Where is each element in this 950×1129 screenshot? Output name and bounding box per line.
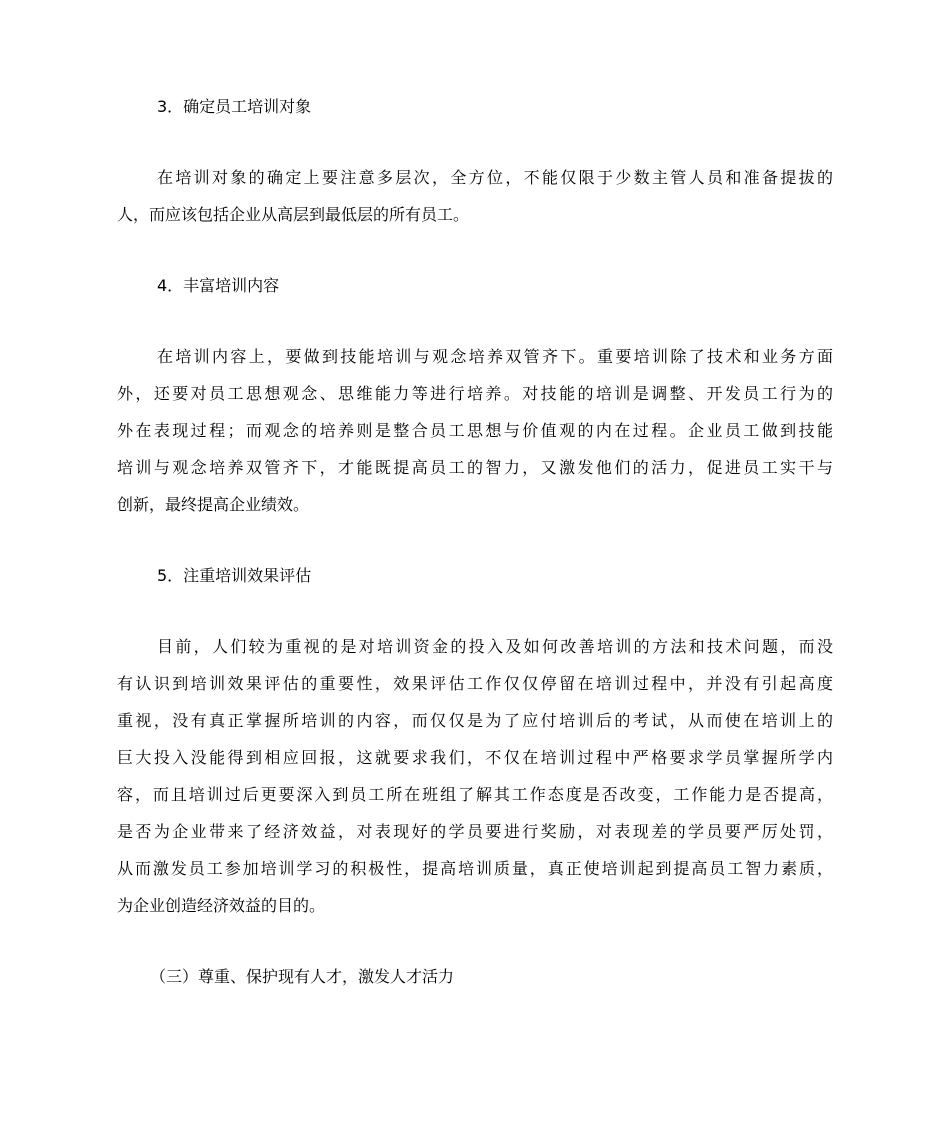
section-5-paragraph-line-5: 容，而且培训过后更要深入到员工所在班组了解其工作态度是否改变，工作能力是否提高， — [117, 785, 833, 804]
section-5-paragraph-line-2: 有认识到培训效果评估的重要性，效果评估工作仅仅停留在培训过程中，并没有引起高度 — [117, 674, 833, 693]
section-4-paragraph-line-1: 在培训内容上，要做到技能培训与观念培养双管齐下。重要培训除了技术和业务方面 — [157, 347, 833, 366]
section-3-heading: 3．确定员工培训对象 — [157, 97, 312, 116]
section-4-heading: 4．丰富培训内容 — [157, 276, 280, 295]
section-5-paragraph-line-4: 巨大投入没能得到相应回报，这就要求我们，不仅在培训过程中严格要求学员掌握所学内 — [117, 748, 833, 767]
section-3-paragraph-line-1: 在培训对象的确定上要注意多层次，全方位，不能仅限于少数主管人员和准备提拔的 — [157, 168, 833, 187]
section-4-paragraph-line-5: 创新，最终提高企业绩效。 — [117, 495, 310, 514]
section-5-paragraph-line-8: 为企业创造经济效益的目的。 — [117, 896, 326, 915]
section-4-paragraph-line-2: 外，还要对员工思想观念、思维能力等进行培养。对技能的培训是调整、开发员工行为的 — [117, 384, 833, 403]
section-3-paragraph-line-2: 人，而应该包括企业从高层到最低层的所有员工。 — [117, 205, 470, 224]
section-4-paragraph-line-4: 培训与观念培养双管齐下，才能既提高员工的智力，又激发他们的活力，促进员工实干与 — [117, 458, 833, 477]
section-5-paragraph-line-1: 目前，人们较为重视的是对培训资金的投入及如何改善培训的方法和技术问题，而没 — [157, 637, 833, 656]
section-5-paragraph-line-3: 重视，没有真正掌握所培训的内容，而仅仅是为了应付培训后的考试，从而使在培训上的 — [117, 711, 833, 730]
section-5-heading: 5．注重培训效果评估 — [157, 566, 312, 585]
section-4-paragraph-line-3: 外在表现过程；而观念的培养则是整合员工思想与价值观的内在过程。企业员工做到技能 — [117, 421, 833, 440]
section-5-paragraph-line-7: 从而激发员工参加培训学习的积极性，提高培训质量，真正使培训起到提高员工智力素质， — [117, 859, 833, 878]
part-3-heading: （三）尊重、保护现有人才，激发人才活力 — [150, 967, 455, 986]
section-5-paragraph-line-6: 是否为企业带来了经济效益，对表现好的学员要进行奖励，对表现差的学员要严厉处罚， — [117, 822, 833, 841]
